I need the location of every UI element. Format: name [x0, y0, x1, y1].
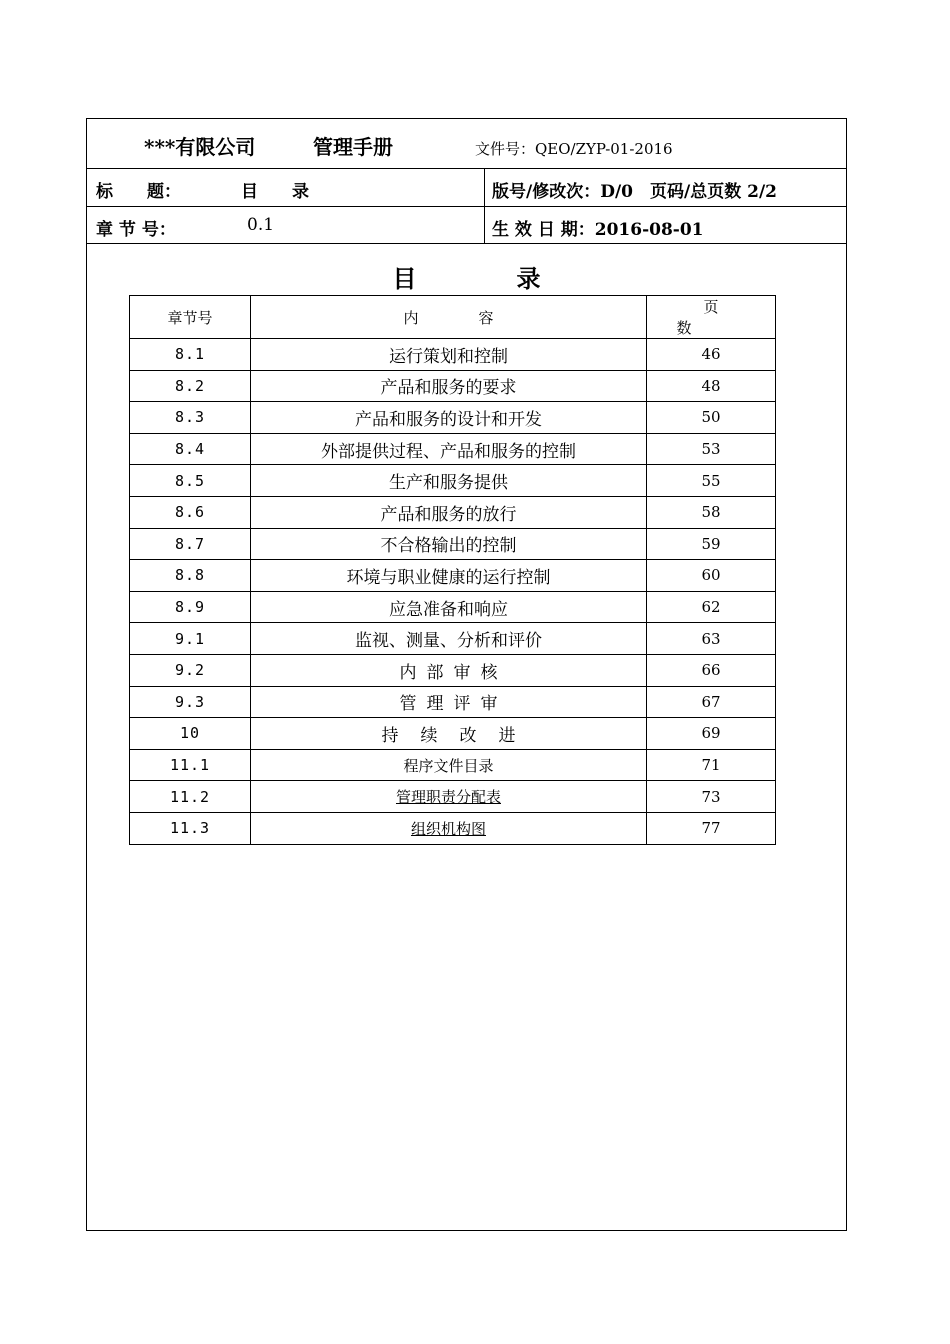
table-row: [130, 686, 776, 718]
document-number: 文件号：QEO/ZYP-01-2016: [475, 140, 673, 158]
toc-content: 外部提供过程、产品和服务的控制: [251, 433, 647, 465]
table-row: [130, 623, 776, 655]
header-divider: [484, 169, 485, 244]
table-row: [130, 465, 776, 497]
toc-content: 运行策划和控制: [251, 339, 647, 371]
table-row: [130, 433, 776, 465]
toc-section-number: 8.6: [130, 496, 251, 528]
manual-title: 管理手册: [313, 135, 393, 159]
version-info: 版号/修改次：D/0 页码/总页数 2/2: [492, 182, 777, 202]
toc-content[interactable]: 管理职责分配表: [251, 781, 647, 813]
toc-section-number: 8.3: [130, 402, 251, 434]
title-value: 目 录: [241, 182, 309, 202]
toc-section-number: 8.1: [130, 339, 251, 371]
toc-table: [129, 295, 776, 845]
col-header-content: 内容: [251, 296, 647, 339]
toc-content: 内部审核: [251, 654, 647, 686]
table-row: [130, 654, 776, 686]
toc-page-number: 67: [647, 686, 776, 718]
toc-page-number: 58: [647, 496, 776, 528]
col-header-section: 章节号: [130, 296, 251, 339]
toc-content: 管理评审: [251, 686, 647, 718]
toc-content: 不合格输出的控制: [251, 528, 647, 560]
table-row: [130, 781, 776, 813]
toc-section-number: 10: [130, 718, 251, 750]
toc-section-number: 8.8: [130, 560, 251, 592]
toc-page-number: 53: [647, 433, 776, 465]
toc-content: 产品和服务的设计和开发: [251, 402, 647, 434]
table-row: [130, 812, 776, 844]
toc-page-number: 60: [647, 560, 776, 592]
toc-section-number: 8.4: [130, 433, 251, 465]
toc-page-number: 73: [647, 781, 776, 813]
table-row: [130, 749, 776, 781]
toc-content: 产品和服务的放行: [251, 496, 647, 528]
toc-content: 持续改进: [251, 718, 647, 750]
toc-header-row: [130, 296, 776, 339]
toc-page-number: 63: [647, 623, 776, 655]
toc-section-number: 8.2: [130, 370, 251, 402]
table-row: [130, 496, 776, 528]
toc-page-number: 62: [647, 591, 776, 623]
toc-section-number: 11.2: [130, 781, 251, 813]
toc-page-number: 59: [647, 528, 776, 560]
toc-page-number: 77: [647, 812, 776, 844]
toc-content: 环境与职业健康的运行控制: [251, 560, 647, 592]
col-header-page: 页数: [647, 296, 776, 339]
table-row: [130, 718, 776, 750]
toc-page-number: 48: [647, 370, 776, 402]
title-label: 标 题：: [96, 182, 181, 202]
toc-content: 应急准备和响应: [251, 591, 647, 623]
header-row-title: [87, 169, 846, 207]
toc-page-number: 69: [647, 718, 776, 750]
table-row: [130, 528, 776, 560]
toc-section-number: 9.2: [130, 654, 251, 686]
table-row: [130, 402, 776, 434]
section-value: 0.1: [247, 215, 275, 235]
toc-section-number: 8.5: [130, 465, 251, 497]
toc-page-number: 46: [647, 339, 776, 371]
toc-section-number: 9.1: [130, 623, 251, 655]
toc-page-number: 66: [647, 654, 776, 686]
section-label: 章 节 号：: [96, 220, 176, 240]
toc-page-number: 50: [647, 402, 776, 434]
toc-section-number: 8.9: [130, 591, 251, 623]
page-heading: 目录: [392, 264, 641, 293]
toc-page-number: 71: [647, 749, 776, 781]
toc-content[interactable]: 组织机构图: [251, 812, 647, 844]
toc-content: 监视、测量、分析和评价: [251, 623, 647, 655]
toc-section-number: 8.7: [130, 528, 251, 560]
toc-section-number: 11.1: [130, 749, 251, 781]
company-name: ***有限公司: [144, 135, 256, 159]
header-row-section: [87, 207, 846, 244]
table-row: [130, 560, 776, 592]
toc-section-number: 9.3: [130, 686, 251, 718]
table-row: [130, 370, 776, 402]
table-row: [130, 591, 776, 623]
toc-section-number: 11.3: [130, 812, 251, 844]
toc-content: 产品和服务的要求: [251, 370, 647, 402]
document-frame: [86, 118, 847, 1231]
toc-content: 程序文件目录: [251, 749, 647, 781]
effective-date: 生 效 日 期：2016-08-01: [492, 220, 704, 240]
table-row: [130, 339, 776, 371]
toc-content: 生产和服务提供: [251, 465, 647, 497]
header-row-company: [87, 119, 846, 169]
toc-page-number: 55: [647, 465, 776, 497]
